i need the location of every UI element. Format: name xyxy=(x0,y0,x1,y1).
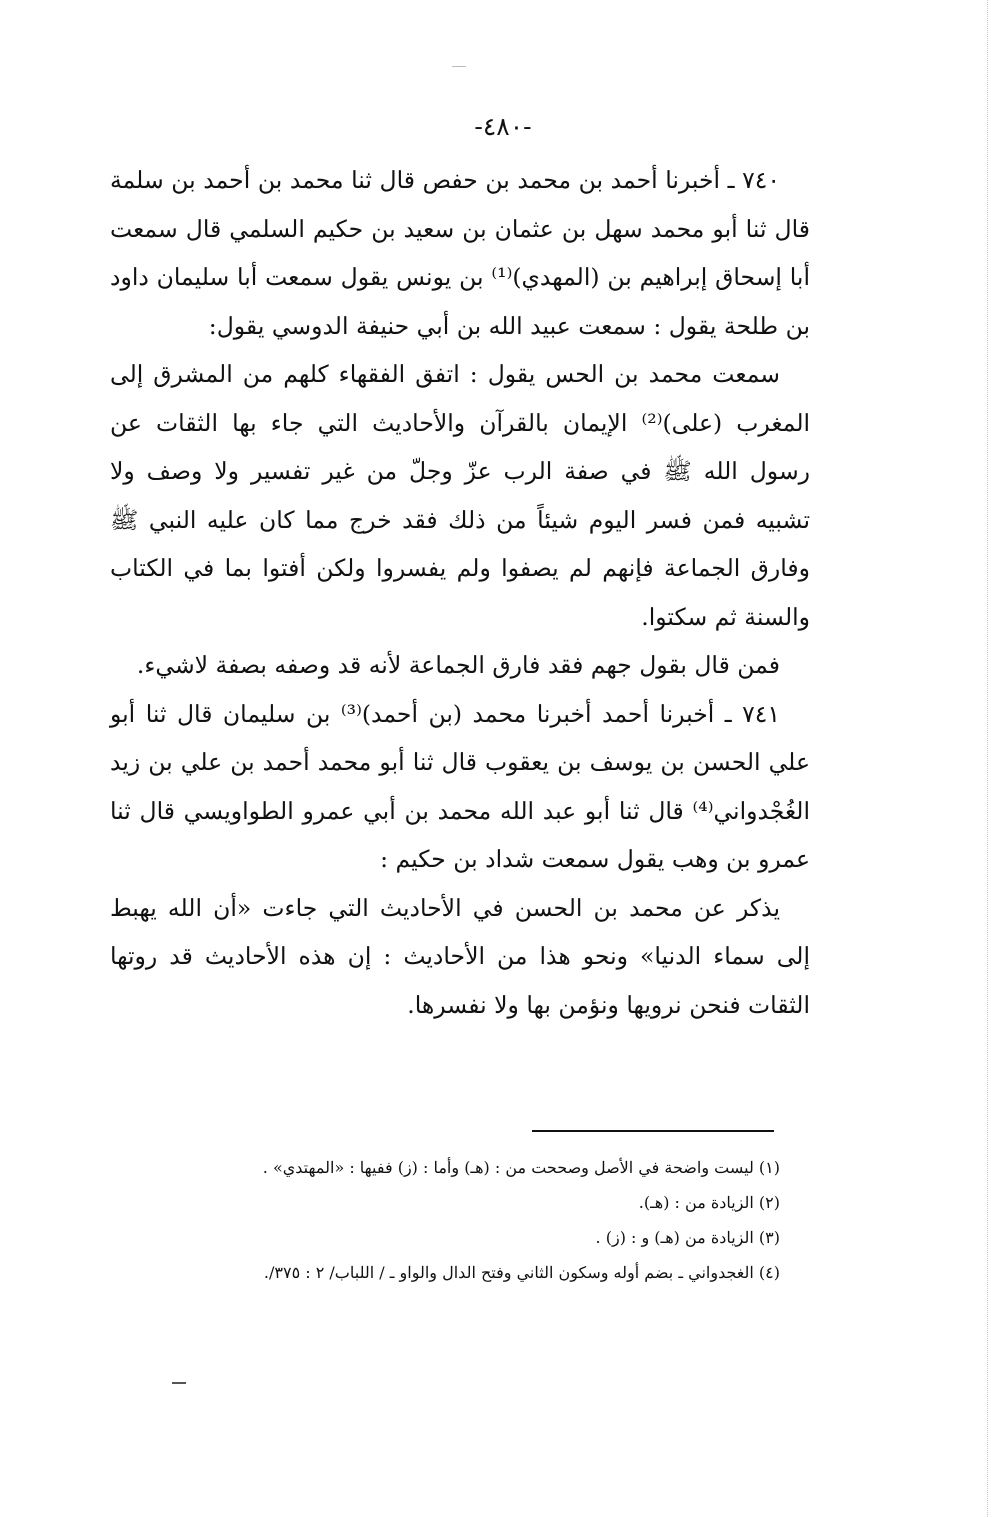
footnote-3: (٣) الزيادة من (هـ) و : (ز) . xyxy=(595,1228,780,1247)
scan-edge-line xyxy=(987,0,988,1517)
paragraph-hadith-740: ٧٤٠ ـ أخبرنا أحمد بن محمد بن حفص قال ثنا محمد بن أحمد بن سلمة قال ثنا أبو محمد سهل بن عثمان بن سعيد بن حكيم السلمي قال سمعت أبا إسحاق إبراهيم بن (المهدي)⁽¹⁾ بن يونس يقول سمعت أبا سليمان داود بن طلحة يقول : سمعت عبيد الله بن أبي حنيفة الدوسي يقول: xyxy=(110,166,810,340)
paragraph-consensus-quote: سمعت محمد بن الحس يقول : اتفق الفقهاء كلهم من المشرق إلى المغرب (على)⁽²⁾ الإيمان بالقرآن والأحاديث التي جاء بها الثقات عن رسول الله ﷺ في صفة الرب عزّ وجلّ من غير تفسير ولا وصف ولا تشبيه فمن فسر اليوم شيئاً من ذلك فقد خرج مما كان عليه النبي ﷺ وفارق الجماعة فإنهم لم يصفوا ولم يفسروا ولكن أفتوا بما في الكتاب والسنة ثم سكتوا. xyxy=(110,360,811,631)
page-number: -٤٨٠- xyxy=(474,112,532,141)
footnotes xyxy=(110,1150,780,1290)
main-text xyxy=(110,156,810,1029)
scan-speck xyxy=(172,1382,186,1384)
footnote-2: (٢) الزيادة من : (هـ). xyxy=(638,1193,780,1212)
paragraph-hadith-741: ٧٤١ ـ أخبرنا أحمد أخبرنا محمد (بن أحمد)⁽³⁾ بن سليمان قال ثنا أبو علي الحسن بن يوسف بن يعقوب قال ثنا أبو محمد أحمد بن علي بن زيد الغُجْدواني⁽⁴⁾ قال ثنا أبو عبد الله محمد بن أبي عمرو الطواويسي قال ثنا عمرو بن وهب يقول سمعت شداد بن حكيم : xyxy=(110,699,810,873)
scan-speck xyxy=(452,66,466,67)
footnote-1: (١) ليست واضحة في الأصل وصححت من : (هـ) وأما : (ز) ففيها : «المهتدي» . xyxy=(262,1158,780,1177)
paragraph-jahm: فمن قال بقول جهم فقد فارق الجماعة لأنه قد وصفه بصفة لاشيء. xyxy=(136,651,780,679)
footnote-4: (٤) الغجدواني ـ بضم أوله وسكون الثاني وفتح الدال والواو ـ / اللباب/ ٢ : ٣٧٥/. xyxy=(263,1263,780,1282)
footnote-separator xyxy=(532,1130,774,1132)
paragraph-descent-hadith: يذكر عن محمد بن الحسن في الأحاديث التي جاءت «أن الله يهبط إلى سماء الدنيا» ونحو هذا من الأحاديث : إن هذه الأحاديث قد روتها الثقات فنحن نرويها ونؤمن بها ولا نفسرها. xyxy=(110,893,810,1019)
